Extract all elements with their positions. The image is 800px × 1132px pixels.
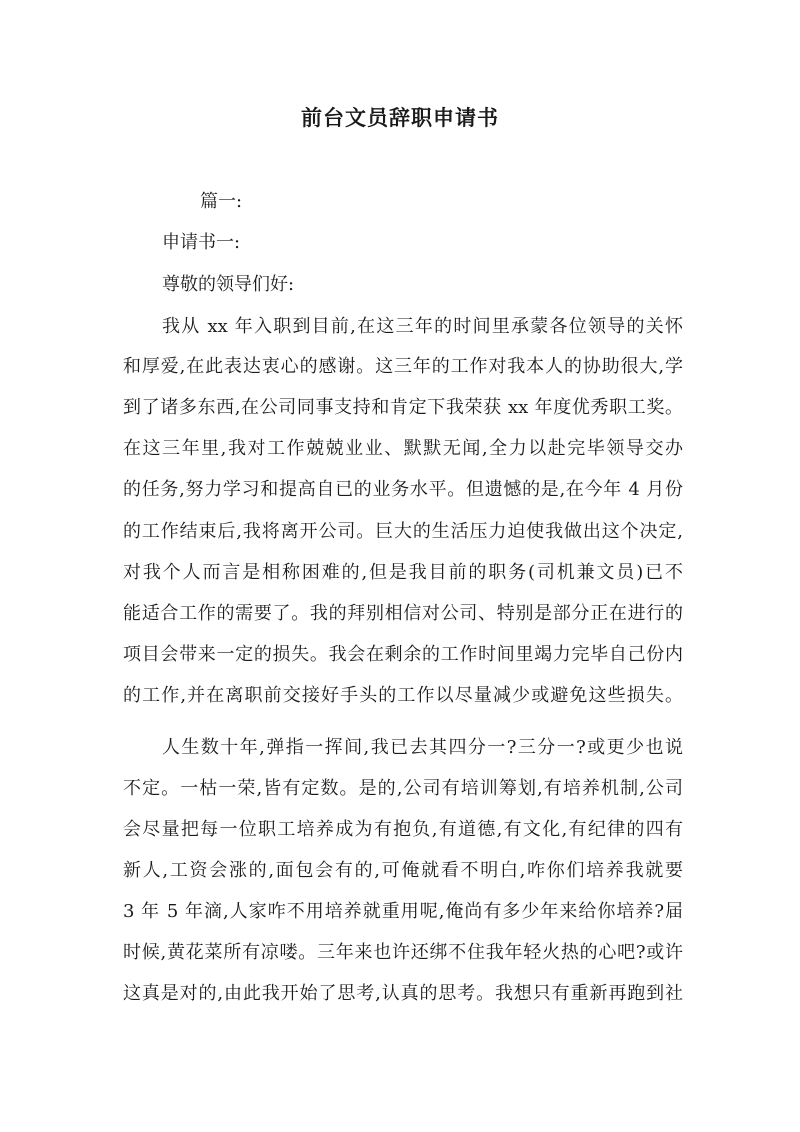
paragraph-1-line: 的工作结束后,我将离开公司。巨大的生活压力迫使我做出这个决定, [123, 521, 683, 542]
subheading: 申请书一: [162, 232, 241, 253]
salutation: 尊敬的领导们好: [162, 274, 295, 295]
paragraph-2-line: 会尽量把每一位职工培养成为有抱负,有道德,有文化,有纪律的四有 [123, 819, 683, 840]
paragraph-1-line: 在这三年里,我对工作兢兢业业、默默无闻,全力以赴完毕领导交办 [123, 438, 683, 459]
paragraph-2-line: 不定。一枯一荣,皆有定数。是的,公司有培训筹划,有培养机制,公司 [123, 778, 683, 799]
paragraph-2-line: 人生数十年,弹指一挥间,我已去其四分一?三分一?或更少也说 [162, 737, 683, 758]
paragraph-1-line: 项目会带来一定的损失。我会在剩余的工作时间里竭力完毕自己份内 [123, 644, 683, 665]
paragraph-2-line: 时候,黄花菜所有凉喽。三年来也许还绑不住我年轻火热的心吧?或许 [123, 942, 683, 963]
paragraph-2-line: 新人,工资会涨的,面包会有的,可俺就看不明白,咋你们培养我就要 [123, 860, 683, 881]
paragraph-1-line: 我从 xx 年入职到目前,在这三年的时间里承蒙各位领导的关怀 [162, 316, 683, 337]
paragraph-1-line: 对我个人而言是相称困难的,但是我目前的职务(司机兼文员)已不 [123, 562, 683, 583]
paragraph-1-line: 能适合工作的需要了。我的拜别相信对公司、特别是部分正在进行的 [123, 603, 683, 624]
paragraph-1-line: 的工作,并在离职前交接好手头的工作以尽量减少或避免这些损失。 [123, 685, 683, 706]
paragraph-1-line: 和厚爱,在此表达衷心的感谢。这三年的工作对我本人的协助很大,学 [123, 356, 683, 377]
paragraph-2-line: 这真是对的,由此我开始了思考,认真的思考。我想只有重新再跑到社 [123, 983, 683, 1004]
paragraph-2-line: 3 年 5 年滴,人家咋不用培养就重用呢,俺尚有多少年来给你培养?届 [123, 901, 683, 922]
document-title: 前台文员辞职申请书 [301, 105, 499, 130]
paragraph-1-line: 到了诸多东西,在公司同事支持和肯定下我荣获 xx 年度优秀职工奖。 [123, 397, 683, 418]
paragraph-1-line: 的任务,努力学习和提高自已的业务水平。但遗憾的是,在今年 4 月份 [123, 479, 683, 500]
section-label: 篇一: [200, 191, 243, 212]
